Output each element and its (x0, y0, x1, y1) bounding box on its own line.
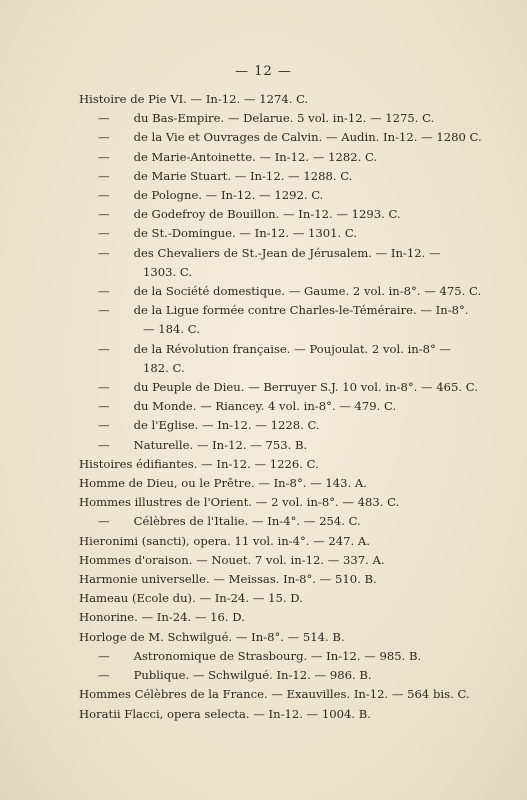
catalog-entry (79, 474, 489, 493)
ditto-dash: — (98, 380, 110, 395)
catalog-entry (79, 167, 489, 186)
ditto-dash: — (98, 226, 110, 241)
entry-text: Histoires édifiantes. — In-12. — 1226. C. (79, 456, 319, 471)
entry-text: de la Société domestique. — Gaume. 2 vol. in-8°. — 475. C. (133, 284, 482, 299)
catalog-entry (79, 570, 489, 589)
catalog-entry (79, 705, 489, 724)
entry-text: — 184. C. (143, 322, 200, 337)
catalog-entry (79, 436, 489, 455)
catalog-entry (79, 128, 489, 147)
entry-text: Harmonie universelle. — Meissas. In-8°. — 510. B. (79, 572, 377, 587)
entry-text: Célèbres de l'Italie. — In-4°. — 254. C. (133, 514, 361, 529)
entry-text: Hommes d'oraison. — Nouet. 7 vol. in-12. — 337. A. (79, 552, 385, 567)
entry-text: Naturelle. — In-12. — 753. B. (133, 437, 308, 452)
catalog-entry (79, 493, 489, 512)
catalog-entry (79, 148, 489, 167)
ditto-dash: — (98, 648, 110, 663)
ditto-dash: — (98, 284, 110, 299)
ditto-dash: — (98, 207, 110, 222)
catalog-entry (79, 378, 489, 397)
catalog-entry (79, 263, 489, 282)
entry-text: Horatii Flacci, opera selecta. — In-12. — 1004. B. (79, 706, 371, 721)
catalog-entry (79, 320, 489, 339)
entry-text: du Peuple de Dieu. — Berruyer S.J. 10 vol. in-8°. — 465. C. (133, 380, 478, 395)
catalog-entry (79, 301, 489, 320)
catalog-entry (79, 551, 489, 570)
entry-text: Hommes Célèbres de la France. — Exauvilles. In-12. — 564 bis. C. (79, 687, 470, 702)
entry-text: Hameau (Ecole du). — In-24. — 15. D. (79, 591, 303, 606)
catalog-entry (79, 685, 489, 704)
entry-text: 1303. C. (143, 264, 193, 279)
catalog-entry (79, 608, 489, 627)
ditto-dash: — (98, 514, 110, 529)
catalog-entry (79, 397, 489, 416)
entry-text: 182. C. (143, 360, 185, 375)
catalog-entry (79, 186, 489, 205)
entry-text: de Godefroy de Bouillon. — In-12. — 1293. C. (133, 207, 401, 222)
catalog-entry (79, 589, 489, 608)
catalog-entry (79, 109, 489, 128)
entry-text: de Pologne. — In-12. — 1292. C. (133, 188, 324, 203)
entry-text: de la Ligue formée contre Charles-le-Téméraire. — In-8°. (133, 303, 469, 318)
catalog-entry (79, 244, 489, 263)
catalog-entry (79, 647, 489, 666)
entry-text: Horloge de M. Schwilgué. — In-8°. — 514. B. (79, 629, 345, 644)
ditto-dash: — (98, 399, 110, 414)
catalog-entry (79, 666, 489, 685)
catalog-entry (79, 628, 489, 647)
catalog-entry (79, 340, 489, 359)
catalog-entry (79, 282, 489, 301)
ditto-dash: — (98, 437, 110, 452)
entry-text: du Bas-Empire. — Delarue. 5 vol. in-12. — 1275. C. (133, 111, 435, 126)
catalog-entry (79, 90, 489, 109)
entry-text: Publique. — Schwilgué. In-12. — 986. B. (133, 668, 372, 683)
entry-text: Hommes illustres de l'Orient. — 2 vol. in-8°. — 483. C. (79, 495, 400, 510)
entry-text: Histoire de Pie VI. — In-12. — 1274. C. (79, 92, 309, 106)
entry-text: de la Vie et Ouvrages de Calvin. — Audin. In-12. — 1280 C. (133, 130, 482, 145)
ditto-dash: — (98, 130, 110, 145)
ditto-dash: — (98, 418, 110, 433)
page-number: — 12 — (235, 64, 292, 79)
entry-text: Homme de Dieu, ou le Prêtre. — In-8°. — 143. A. (79, 476, 367, 491)
catalog-entry (79, 512, 489, 531)
entry-text: de St.-Domingue. — In-12. — 1301. C. (133, 226, 357, 241)
catalog-entry-list (79, 90, 489, 724)
entry-text: Astronomique de Strasbourg. — In-12. — 985. B. (133, 648, 422, 663)
catalog-entry (79, 359, 489, 378)
ditto-dash: — (98, 111, 110, 126)
ditto-dash: — (98, 168, 110, 183)
entry-text: Hieronimi (sancti), opera. 11 vol. in-4°. — 247. A. (79, 533, 370, 548)
ditto-dash: — (98, 188, 110, 203)
entry-text: Honorine. — In-24. — 16. D. (79, 610, 245, 625)
catalog-entry (79, 205, 489, 224)
catalog-entry (79, 455, 489, 474)
entry-text: de la Révolution française. — Poujoulat. 2 vol. in-8° — (133, 341, 452, 356)
entry-text: du Monde. — Riancey. 4 vol. in-8°. — 479. C. (133, 399, 397, 414)
entry-text: de Marie-Antoinette. — In-12. — 1282. C. (133, 149, 378, 164)
entry-text: de Marie Stuart. — In-12. — 1288. C. (133, 168, 353, 183)
catalog-entry (79, 532, 489, 551)
catalog-entry (79, 416, 489, 435)
ditto-dash: — (98, 303, 110, 318)
ditto-dash: — (98, 341, 110, 356)
ditto-dash: — (98, 149, 110, 164)
catalog-entry (79, 224, 489, 243)
ditto-dash: — (98, 245, 110, 260)
ditto-dash: — (98, 668, 110, 683)
entry-text: des Chevaliers de St.-Jean de Jérusalem. — In-12. — (133, 245, 441, 260)
entry-text: de l'Eglise. — In-12. — 1228. C. (133, 418, 320, 433)
